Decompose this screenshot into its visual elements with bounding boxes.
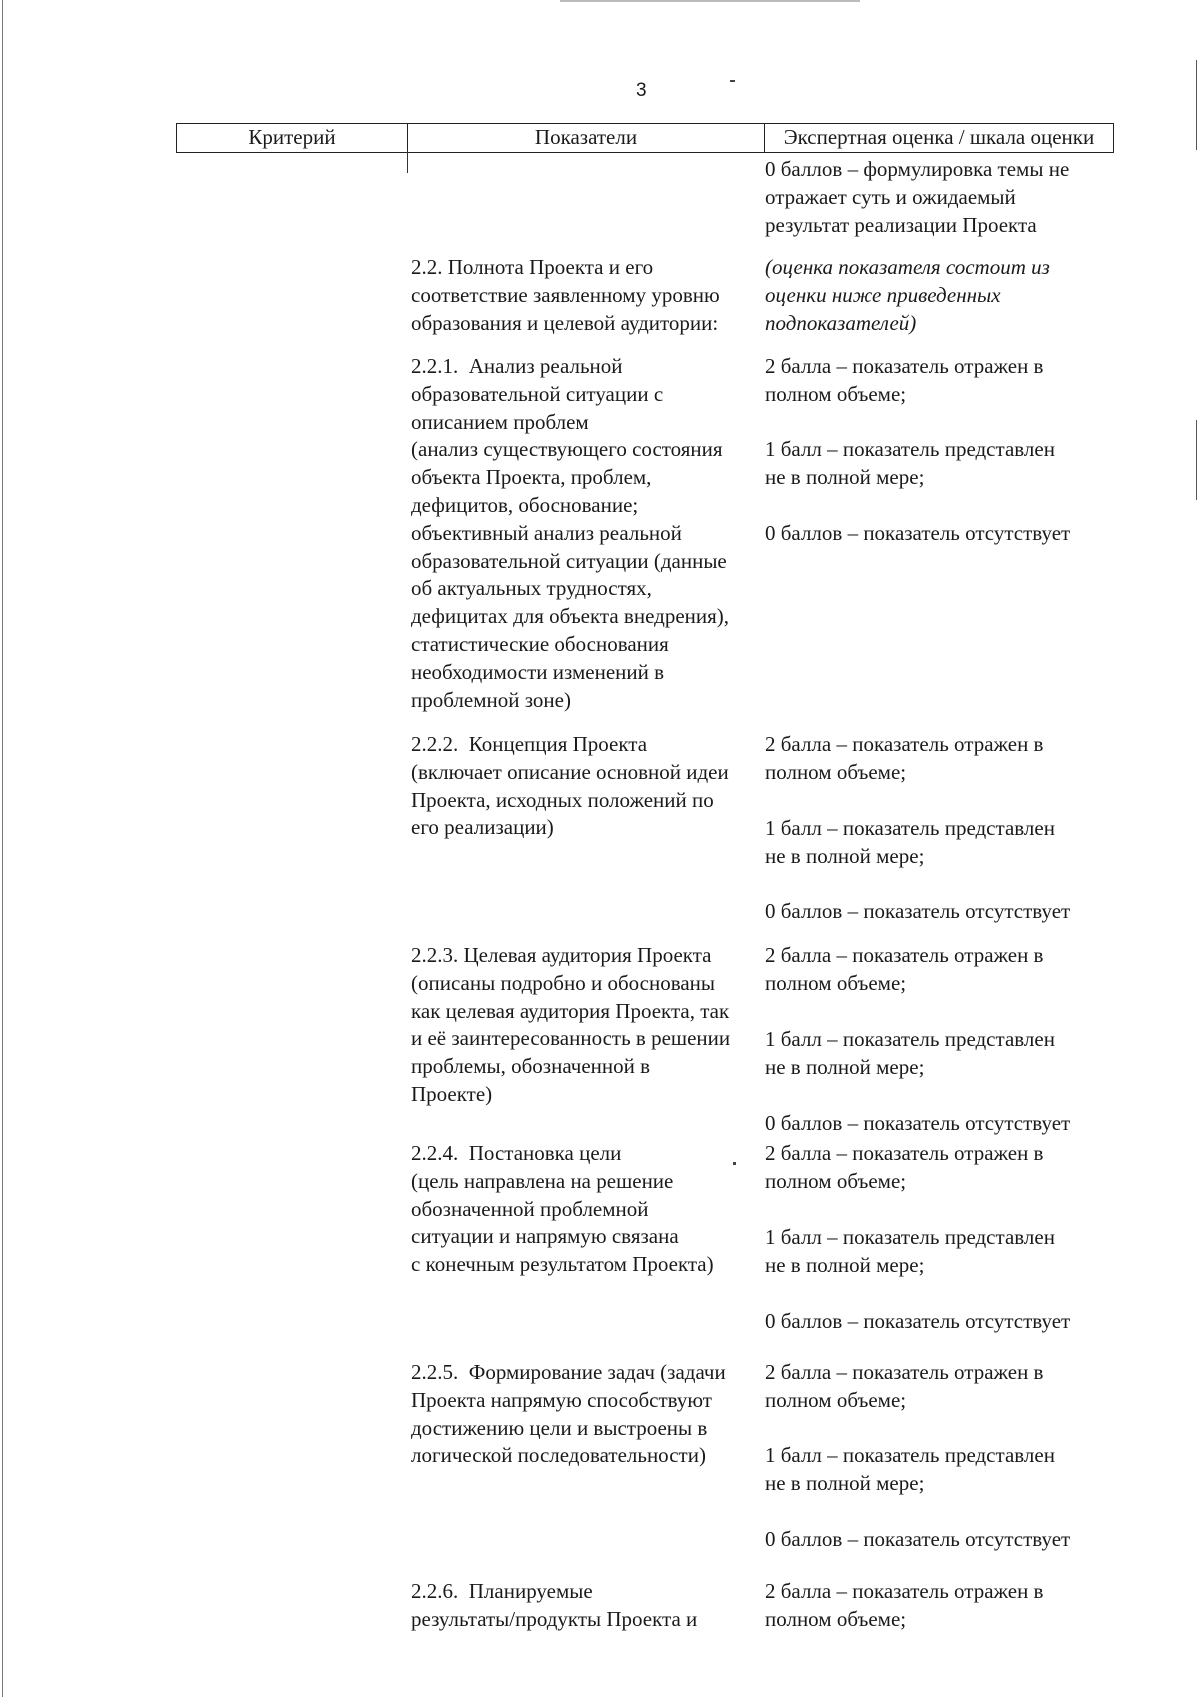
scale-2-points: 2 балла – показатель отражен в полном объеме; <box>765 1579 1044 1631</box>
indicator-text: 2.2.1. Анализ реальной образовательной ситуации с описанием проблем (анализ существующего состояния объекта Проекта, проблем, дефицитов, обоснование; объективный анализ реальной образовательной ситуации (данные об актуальных трудностях, дефицитах для объекта внедрения), статистические обоснования необходимости изменений в проблемной зоне) <box>411 354 730 712</box>
scale-0-points: 0 баллов – показатель отсутствует <box>765 1527 1071 1551</box>
scale-0-points: 0 баллов – показатель отсутствует <box>765 1111 1071 1135</box>
scan-edge-left <box>2 0 3 1697</box>
scale-text: 0 баллов – формулировка темы не отражает суть и ожидаемый результат реализации Проекта <box>765 157 1070 237</box>
header-scale: Экспертная оценка / шкала оценки <box>783 125 1095 149</box>
scale-0-points: 0 баллов – показатель отсутствует <box>765 899 1071 923</box>
indicator-text: 2.2.5. Формирование задач (задачи Проекта напрямую способствуют достижению цели и выстроены в логической последовательности) <box>411 1360 726 1468</box>
table-header-row <box>176 123 1114 153</box>
top-smudge <box>560 0 860 2</box>
header-criterion: Критерий <box>177 124 408 152</box>
page-number: 3 <box>636 80 647 101</box>
indicator-text: 2.2.6. Планируемые результаты/продукты Проекта и <box>411 1579 698 1631</box>
scale-1-point: 1 балл – показатель представлен не в полной мере; <box>765 816 1055 868</box>
scale-note: (оценка показателя состоит из оценки ниже приведенных подпоказателей) <box>765 255 1050 335</box>
indicator-text: 2.2.4. Постановка цели (цель направлена на решение обозначенной проблемной ситуации и напрямую связана с конечным результатом Проекта) <box>411 1141 714 1277</box>
scale-1-point: 1 балл – показатель представлен не в полной мере; <box>765 1027 1055 1079</box>
scan-speck <box>733 1162 736 1165</box>
header-indicators: Показатели <box>408 124 765 152</box>
scan-edge-right <box>1196 60 1197 150</box>
indicator-text: 2.2. Полнота Проекта и его соответствие заявленному уровню образования и целевой аудитории: <box>411 255 720 335</box>
scan-edge-right <box>1196 420 1197 500</box>
indicator-text: 2.2.3. Целевая аудитория Проекта (описаны подробно и обоснованы как целевая аудитория Проекта, так и её заинтересованность в решении проблемы, обозначенной в Проекте) <box>411 943 731 1106</box>
scale-1-point: 1 балл – показатель представлен не в полной мере; <box>765 437 1055 489</box>
scale-0-points: 0 баллов – показатель отсутствует <box>765 521 1071 545</box>
scale-1-point: 1 балл – показатель представлен не в полной мере; <box>765 1225 1055 1277</box>
scale-0-points: 0 баллов – показатель отсутствует <box>765 1309 1071 1333</box>
scale-2-points: 2 балла – показатель отражен в полном объеме; <box>765 943 1044 995</box>
scale-2-points: 2 балла – показатель отражен в полном объеме; <box>765 732 1044 784</box>
scale-2-points: 2 балла – показатель отражен в полном объеме; <box>765 1360 1044 1412</box>
indicator-text: 2.2.2. Концепция Проекта (включает описание основной идеи Проекта, исходных положений по его реализации) <box>411 732 729 840</box>
scale-2-points: 2 балла – показатель отражен в полном объеме; <box>765 354 1044 406</box>
scale-1-point: 1 балл – показатель представлен не в полной мере; <box>765 1443 1055 1495</box>
scan-speck <box>730 80 735 82</box>
column-divider <box>407 151 408 173</box>
scale-2-points: 2 балла – показатель отражен в полном объеме; <box>765 1141 1044 1193</box>
